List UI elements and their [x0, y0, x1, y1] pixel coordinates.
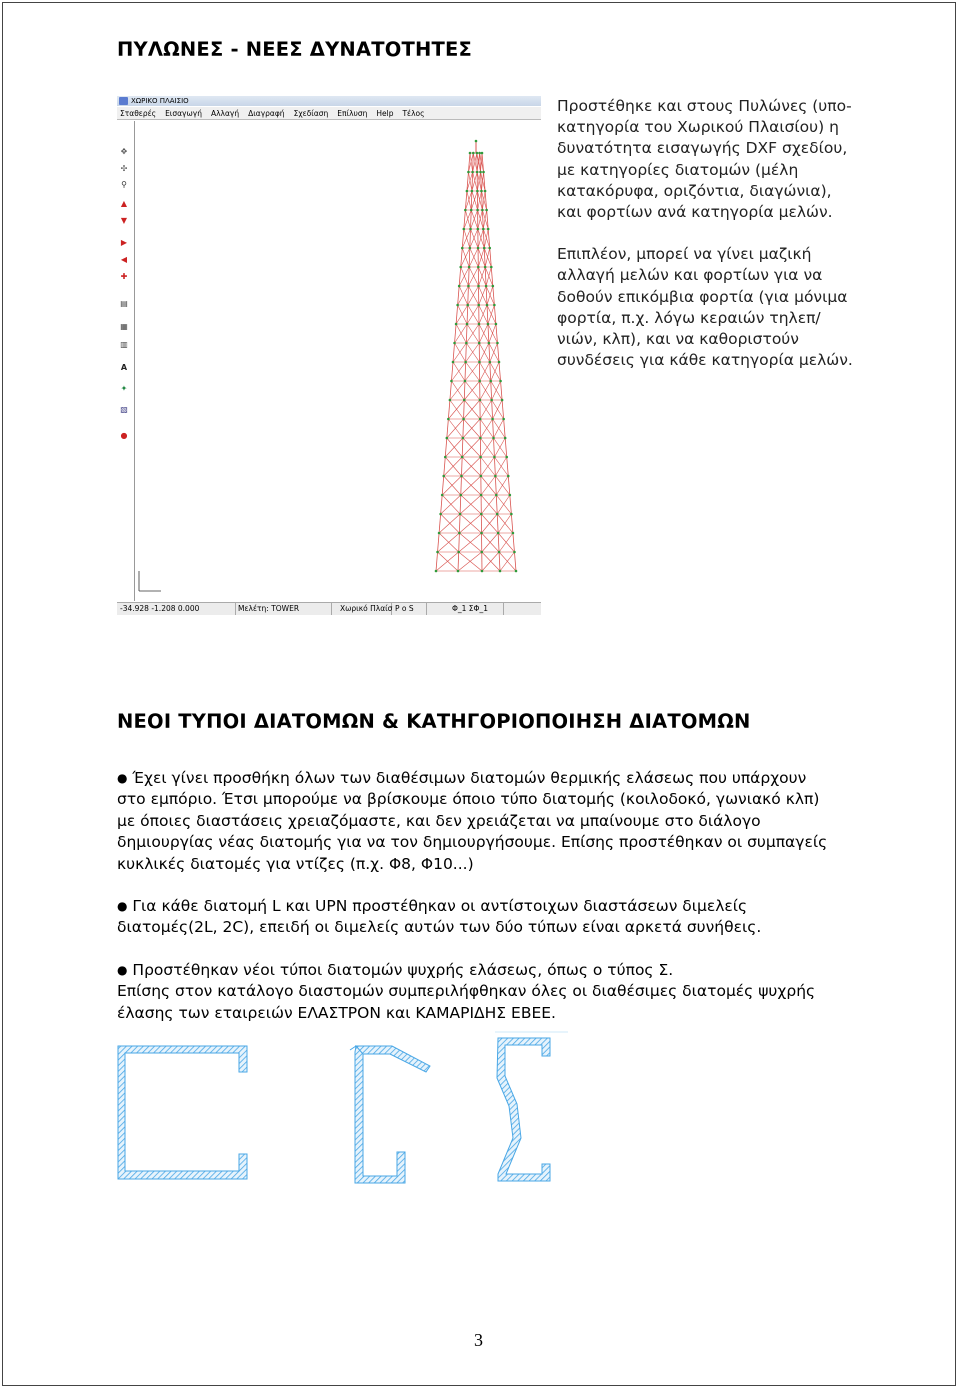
tower-node	[501, 399, 504, 402]
tower-node	[487, 228, 490, 231]
tower-member	[461, 457, 462, 476]
tower-node	[492, 437, 495, 440]
tower-member	[498, 514, 511, 533]
z-section-top-flange	[356, 1046, 430, 1072]
tower-node	[455, 323, 458, 326]
tower-node	[480, 551, 483, 554]
tower-node	[464, 209, 467, 212]
tower-node	[488, 247, 491, 250]
arrow-up-icon[interactable]: ▲	[120, 198, 128, 208]
app-logo-icon	[119, 97, 128, 105]
tower-node	[460, 475, 463, 478]
menu-item[interactable]: Αλλαγή	[210, 109, 240, 118]
tower-member	[483, 210, 486, 229]
tower-node	[481, 209, 484, 212]
tower-node	[495, 323, 498, 326]
tower-member	[494, 438, 505, 457]
tower-node	[479, 418, 482, 421]
sigma-section-figure	[497, 1038, 550, 1181]
tower-node	[485, 285, 488, 288]
tower-member	[508, 476, 510, 495]
exit-icon[interactable]: ●	[120, 430, 128, 440]
tower-node	[442, 475, 445, 478]
tower-member	[500, 552, 514, 571]
calculator-icon[interactable]: ▦	[120, 321, 128, 331]
tower-node	[457, 570, 460, 573]
tower-node	[496, 342, 499, 345]
tower-node	[481, 570, 484, 573]
tower-node	[450, 380, 453, 383]
tower-member	[458, 552, 459, 571]
tower-node	[491, 418, 494, 421]
tower-member	[511, 514, 513, 533]
tower-node	[484, 266, 487, 269]
intro-text	[557, 96, 857, 392]
tower-member	[487, 286, 493, 305]
tower-node	[452, 361, 455, 364]
tower-node	[469, 247, 472, 250]
tower-node	[481, 152, 484, 155]
tower-node	[467, 285, 470, 288]
tower-member	[459, 514, 460, 533]
tower-node	[462, 437, 465, 440]
bullet-icon: ●	[117, 962, 128, 977]
tower-member	[470, 229, 471, 248]
tower-member	[438, 533, 440, 552]
tower-node	[489, 361, 492, 364]
bullet-text-1: Έχει γίνει προσθήκη όλων των διαθέσιμων διατομών θερμικής ελάσεως που υπάρχουν στο εμπόριο. Έτσι μπορούμε να βρίσκουμε όποιο τύπο διατομής (κοιλοδοκό, γωνιακό κλπ) με όποιες διαστάσεις χρειαζόμαστε, και δεν χρειάζεται να μπαίνουμε στο διάλογο δημιουργίας νέας διατομής για να τον δημιουργήσουμε. Επίσης προστέθηκαν οι συμπαγείς κυκλικές διατομές για ντίζες (π.χ. Φ8, Φ10...)	[117, 769, 828, 873]
tower-member	[495, 476, 496, 495]
tower-node	[466, 323, 469, 326]
tower-node	[487, 323, 490, 326]
menu-item[interactable]: Διαγραφή	[248, 109, 285, 118]
tower-node	[469, 152, 472, 155]
tower-node	[496, 513, 499, 516]
menu-item[interactable]: Επίλυση	[337, 109, 368, 118]
menu-item[interactable]: Σχεδίαση	[293, 109, 329, 118]
tower-member	[488, 324, 489, 343]
app-window-title: ΧΩΡΙΚΟ ΠΛΑΙΣΙΟ	[131, 97, 189, 105]
tower-member	[489, 343, 490, 362]
tower-node	[449, 399, 452, 402]
tower-node	[510, 513, 513, 516]
app-menubar	[117, 107, 541, 120]
tower-node	[465, 342, 468, 345]
tower-node	[463, 399, 466, 402]
tower-member	[456, 324, 466, 343]
tower-member	[471, 210, 472, 229]
tower-member	[487, 305, 488, 324]
tower-member	[493, 400, 503, 419]
tower-node	[466, 190, 469, 193]
tower-node	[456, 304, 459, 307]
tower-member	[471, 191, 472, 210]
tower-member	[445, 438, 447, 457]
tower-member	[495, 457, 506, 476]
menu-item[interactable]: Σταθερές	[120, 109, 157, 118]
table-icon[interactable]: ▥	[120, 339, 128, 349]
tower-member	[491, 381, 492, 400]
menu-item[interactable]: Τέλος	[402, 109, 425, 118]
tower-node	[478, 152, 481, 155]
tower-member	[485, 248, 490, 267]
tower-node	[486, 304, 489, 307]
tower-node	[494, 475, 497, 478]
tower-member	[494, 419, 504, 438]
tower-node	[504, 437, 507, 440]
tower-node	[461, 456, 464, 459]
bullet-paragraph-1	[117, 768, 837, 875]
tower-member	[492, 381, 501, 400]
tower-node	[453, 342, 456, 345]
status-coords: -34.928 -1.208 0.000	[117, 603, 236, 615]
tower-node	[464, 380, 467, 383]
tower-member	[486, 286, 487, 305]
pan-icon[interactable]: ✥	[120, 146, 128, 156]
menu-item[interactable]: Help	[376, 109, 394, 118]
tower-node	[479, 456, 482, 459]
tower-member	[491, 362, 499, 381]
tower-node	[480, 513, 483, 516]
bullet-text-2: Για κάθε διατομή L και UPN προστέθηκαν οι αντίστοιχων διαστάσεων διμελείς διατομές(2L, 2C), επειδή οι διμελείς αυτών των δύο τύπων είναι αρκετά συνήθεις.	[117, 897, 762, 937]
status-project: Μελέτη: TOWER	[235, 603, 332, 615]
tower-node	[480, 494, 483, 497]
tower-member	[490, 343, 498, 362]
zoom-icon[interactable]: ⚲	[121, 179, 127, 189]
tower-node	[499, 380, 502, 383]
tower-node	[470, 209, 473, 212]
bullet-icon: ●	[117, 899, 128, 914]
tower-node	[471, 171, 474, 174]
status-view: P o S	[392, 603, 427, 615]
tower-node	[497, 532, 500, 535]
tower-node	[476, 152, 479, 155]
arrow-down-icon[interactable]: ▼	[120, 215, 128, 225]
tower-node	[498, 551, 501, 554]
list-icon[interactable]: ▤	[120, 298, 128, 308]
tower-member	[451, 362, 453, 381]
tower-node	[467, 171, 470, 174]
tower-node	[478, 361, 481, 364]
tower-node	[507, 475, 510, 478]
tower-node	[477, 228, 480, 231]
tower-node	[490, 266, 493, 269]
arrow-right-icon[interactable]: ▶	[120, 237, 128, 247]
tower-member	[481, 172, 483, 191]
c-section-figure	[118, 1046, 247, 1179]
tower-node	[495, 494, 498, 497]
tower-node	[493, 304, 496, 307]
tower-node	[441, 494, 444, 497]
tower-member	[467, 305, 468, 324]
tower-member	[498, 533, 499, 552]
tower-node	[444, 456, 447, 459]
tower-member	[460, 495, 461, 514]
arrow-left-icon[interactable]: ◀	[120, 254, 128, 264]
tower-node	[489, 380, 492, 383]
tower-member	[507, 457, 509, 476]
tower-node	[509, 494, 512, 497]
bullet-icon: ●	[117, 771, 128, 785]
tower-member	[492, 400, 493, 419]
tower-node	[475, 140, 478, 143]
page-title: ΠΥΛΩΝΕΣ - ΝΕΕΣ ΔΥΝΑΤΟΤΗΤΕΣ	[117, 38, 473, 61]
tower-member	[490, 362, 491, 381]
bullet-paragraph-2	[117, 896, 837, 939]
tower-member	[444, 457, 446, 476]
tower-member	[456, 305, 468, 324]
tower-node	[488, 342, 491, 345]
section-title: ΝΕΟΙ ΤΥΠΟΙ ΔΙΑΤΟΜΩΝ & ΚΑΤΗΓΟΡΙΟΠΟΙΗΣΗ ΔΙΑΤΟΜΩΝ	[117, 710, 751, 733]
intro-paragraph-1: Προστέθηκε και στους Πυλώνες (υπο-κατηγορία του Χωρικού Πλαισίου) η δυνατότητα εισαγωγής DXF σχεδίου, με κατηγορίες διατομών (μέλη κατακόρυφα, οριζόντια, διαγώνια), και φορτίων ανά κατηγορία μελών.	[557, 97, 852, 222]
tower-member	[513, 533, 515, 552]
tower-node	[480, 190, 483, 193]
move-icon[interactable]: ✣	[120, 163, 128, 173]
bullet-text-3: Προστέθηκαν νέοι τύποι διατομών ψυχρής ελάσεως, όπως ο τύπος Σ.	[132, 960, 674, 979]
tower-member	[447, 419, 449, 438]
drawing-canvas[interactable]	[134, 121, 542, 601]
tower-member	[465, 362, 466, 381]
tower-member	[505, 438, 507, 457]
tower-member	[458, 305, 467, 324]
tower-member	[466, 343, 467, 362]
tower-member	[466, 324, 467, 343]
tower-member	[504, 419, 506, 438]
tower-drawing	[135, 121, 542, 601]
tower-member	[468, 172, 471, 191]
tower-node	[479, 171, 482, 174]
tower-member	[462, 438, 463, 457]
z-section-figure	[350, 1046, 405, 1183]
tower-node	[498, 361, 501, 364]
tower-node	[476, 171, 479, 174]
tower-node	[476, 209, 479, 212]
tower-member	[461, 476, 462, 495]
tower-node	[458, 532, 461, 535]
section-body	[117, 768, 837, 1024]
tower-member	[470, 153, 473, 172]
tower-node	[466, 304, 469, 307]
tower-node	[515, 570, 518, 573]
tower-member	[467, 191, 471, 210]
grid-icon[interactable]: ▧	[120, 404, 128, 414]
tower-member	[482, 191, 485, 210]
tower-node	[472, 152, 475, 155]
tower-member	[501, 381, 503, 400]
tower-node	[493, 456, 496, 459]
tower-node	[446, 437, 449, 440]
tower-member	[468, 267, 469, 286]
tower-node	[502, 418, 505, 421]
bullet-text-3-continued: Επίσης στον κατάλογο διαστομών συμπεριλήφθηκαν όλες οι διαθέσιμες διατομές ψυχρής έλασης των εταιρειών ΕΛΑΣΤΡΟΝ και ΚΑΜΑΡΙΔΗΣ ΕΒΕΕ.	[117, 982, 816, 1022]
app-screenshot	[117, 96, 541, 616]
tower-member	[462, 248, 469, 267]
tower-member	[436, 552, 438, 571]
app-statusbar	[117, 602, 541, 615]
tower-node	[463, 228, 466, 231]
bullet-paragraph-3	[117, 960, 837, 1024]
tower-node	[459, 266, 462, 269]
tower-node	[477, 285, 480, 288]
tower-member	[455, 324, 467, 343]
tower-node	[478, 342, 481, 345]
tower-member	[499, 552, 500, 571]
tower-node	[439, 513, 442, 516]
tower-member	[464, 381, 465, 400]
tower-member	[497, 495, 510, 514]
tower-node	[436, 551, 439, 554]
tower-node	[492, 285, 495, 288]
tower-member	[461, 267, 469, 286]
tower-member	[496, 495, 497, 514]
tower-member	[441, 495, 443, 514]
tower-node	[490, 399, 493, 402]
tower-member	[489, 324, 496, 343]
tower-node	[499, 570, 502, 573]
tower-node	[477, 266, 480, 269]
tower-node	[438, 532, 441, 535]
tower-node	[459, 513, 462, 516]
tower-member	[453, 343, 455, 362]
tower-member	[456, 305, 458, 324]
tower-node	[458, 285, 461, 288]
tower-members	[436, 141, 516, 571]
status-phi: Φ_1 ΣΦ_1	[449, 603, 504, 615]
tower-member	[468, 286, 469, 305]
tower-node	[505, 456, 508, 459]
tower-member	[464, 229, 470, 248]
page-number: 3	[474, 1330, 483, 1350]
tower-member	[465, 210, 470, 229]
tower-member	[494, 457, 495, 476]
tower-member	[486, 267, 491, 286]
tower-node	[484, 190, 487, 193]
tower-member	[510, 495, 512, 514]
tower-node	[457, 551, 460, 554]
tower-node	[480, 475, 483, 478]
tower-node	[482, 171, 485, 174]
tower-node	[447, 418, 450, 421]
tower-member	[496, 476, 508, 495]
tower-member	[450, 381, 452, 400]
tower-member	[464, 400, 465, 419]
tower-node	[459, 494, 462, 497]
tower-member	[453, 343, 466, 362]
tower-node	[485, 209, 488, 212]
tower-member	[469, 248, 470, 267]
intro-paragraph-2: Επιπλέον, μπορεί να γίνει μαζική αλλαγή μελών και φορτίων για να δοθούν επικόμβια φορτία (για μόνιμα φορτία, π.χ. λόγω κεραιών τηλεπ/νιών, κλπ), και να καθοριστούν συνδέσεις για κάθε κατηγορία μελών.	[557, 245, 853, 370]
tower-member	[442, 476, 444, 495]
menu-item[interactable]: Εισαγωγή	[165, 109, 202, 118]
tower-member	[463, 419, 464, 438]
tower-member	[459, 533, 460, 552]
tower-node	[512, 532, 515, 535]
tower-member	[448, 400, 450, 419]
tower-node	[471, 190, 474, 193]
status-mode: Χωρικό Πλαίσ	[337, 603, 392, 615]
tower-member	[499, 533, 513, 552]
tower-member	[459, 286, 468, 305]
tower-node	[478, 323, 481, 326]
rotate-icon[interactable]: ✚	[120, 271, 128, 281]
text-icon[interactable]: A	[120, 362, 128, 372]
tower-node	[477, 247, 480, 250]
tower-node	[476, 190, 479, 193]
tower-member	[488, 305, 494, 324]
tower-member	[497, 514, 498, 533]
tower-node	[482, 228, 485, 231]
tower-node	[435, 570, 438, 573]
nodes-icon[interactable]: ✦	[120, 383, 128, 393]
tower-node	[483, 247, 486, 250]
tower-node	[462, 418, 465, 421]
tower-member	[455, 324, 457, 343]
tower-member	[485, 267, 486, 286]
tower-member	[484, 229, 488, 248]
app-titlebar	[117, 96, 541, 106]
tower-node	[464, 361, 467, 364]
tower-node	[479, 399, 482, 402]
tower-member	[494, 438, 495, 457]
tower-node	[461, 247, 464, 250]
tower-node	[478, 380, 481, 383]
tower-member	[502, 400, 504, 419]
tower-node	[468, 266, 471, 269]
section-figures	[110, 1028, 580, 1188]
app-toolbar	[117, 121, 133, 601]
tower-member	[451, 362, 465, 381]
tower-node	[479, 437, 482, 440]
tower-node	[480, 532, 483, 535]
tower-member	[439, 514, 441, 533]
tower-node	[469, 228, 472, 231]
tower-member	[514, 552, 516, 571]
tower-node	[513, 551, 516, 554]
tower-node	[477, 304, 480, 307]
tower-member	[493, 419, 494, 438]
